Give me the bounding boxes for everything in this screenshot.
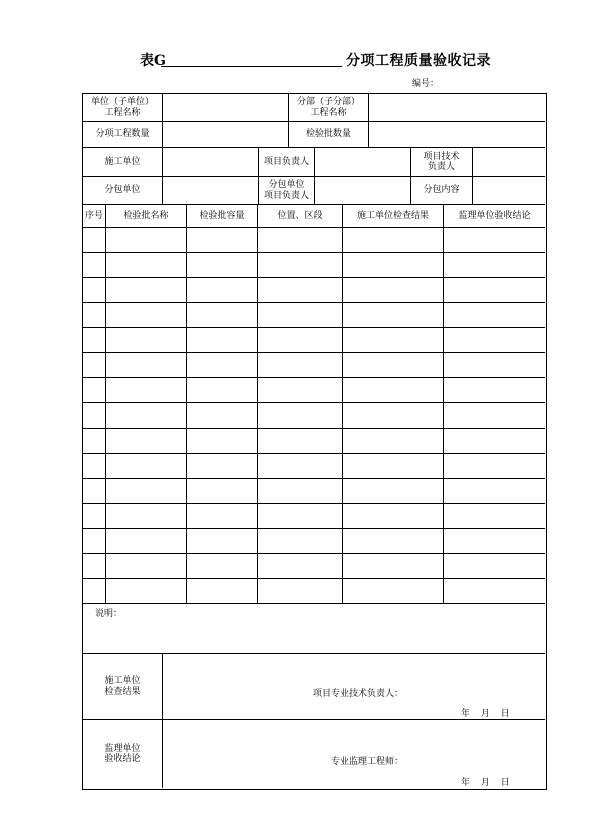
col-header-index: 序号 bbox=[83, 205, 106, 228]
row-supervision-conclusion-cell[interactable] bbox=[444, 454, 545, 479]
division-name-field[interactable] bbox=[369, 94, 545, 122]
row-location-cell[interactable] bbox=[258, 579, 343, 604]
tech-lead-field[interactable] bbox=[473, 148, 545, 177]
row-batch-capacity-cell[interactable] bbox=[187, 278, 258, 303]
row-supervision-conclusion-cell[interactable] bbox=[444, 353, 545, 378]
row-batch-name-cell[interactable] bbox=[106, 403, 187, 428]
supervision-accept-label: 监理单位 验收结论 bbox=[83, 720, 163, 788]
constructor-field[interactable] bbox=[163, 148, 259, 177]
unit-name-label: 单位（子单位） 工程名称 bbox=[83, 94, 163, 122]
row-location-cell[interactable] bbox=[258, 278, 343, 303]
row-construction-result-cell[interactable] bbox=[343, 529, 444, 554]
row-batch-name-cell[interactable] bbox=[106, 353, 187, 378]
note-area[interactable] bbox=[83, 604, 545, 654]
row-supervision-conclusion-cell[interactable] bbox=[444, 529, 545, 554]
subitem-count-label: 分项工程数量 bbox=[83, 122, 163, 148]
row-construction-result-cell[interactable] bbox=[343, 429, 444, 454]
row-supervision-conclusion-cell[interactable] bbox=[444, 504, 545, 529]
batch-count-field[interactable] bbox=[369, 122, 545, 148]
row-batch-capacity-cell[interactable] bbox=[187, 454, 258, 479]
serial-label: 编号： bbox=[412, 79, 440, 89]
supervision-signer-label: 专业监理工程师： bbox=[331, 757, 404, 767]
title-blank-line[interactable] bbox=[161, 66, 342, 67]
subcontractor-label: 分包单位 bbox=[83, 177, 163, 205]
row-batch-name-cell[interactable] bbox=[106, 579, 187, 604]
sub-manager-field[interactable] bbox=[315, 177, 411, 205]
row-batch-name-cell[interactable] bbox=[106, 278, 187, 303]
row-construction-result-cell[interactable] bbox=[343, 303, 444, 328]
row-batch-name-cell[interactable] bbox=[106, 529, 187, 554]
row-batch-capacity-cell[interactable] bbox=[187, 328, 258, 353]
row-location-cell[interactable] bbox=[258, 353, 343, 378]
row-index-cell[interactable] bbox=[83, 328, 106, 353]
row-construction-result-cell[interactable] bbox=[343, 328, 444, 353]
row-index-cell[interactable] bbox=[83, 278, 106, 303]
construction-check-label: 施工单位 检查结果 bbox=[83, 654, 163, 720]
row-location-cell[interactable] bbox=[258, 303, 343, 328]
row-construction-result-cell[interactable] bbox=[343, 403, 444, 428]
row-index-cell[interactable] bbox=[83, 403, 106, 428]
note-label: 说明： bbox=[95, 609, 123, 619]
row-batch-name-cell[interactable] bbox=[106, 454, 187, 479]
row-location-cell[interactable] bbox=[258, 253, 343, 278]
row-construction-result-cell[interactable] bbox=[343, 278, 444, 303]
form-title bbox=[0, 50, 590, 70]
row-batch-capacity-cell[interactable] bbox=[187, 429, 258, 454]
row-supervision-conclusion-cell[interactable] bbox=[444, 328, 545, 353]
row-batch-capacity-cell[interactable] bbox=[187, 579, 258, 604]
row-location-cell[interactable] bbox=[258, 378, 343, 403]
subitem-count-field[interactable] bbox=[163, 122, 289, 148]
row-index-cell[interactable] bbox=[83, 253, 106, 278]
row-batch-name-cell[interactable] bbox=[106, 303, 187, 328]
row-batch-name-cell[interactable] bbox=[106, 328, 187, 353]
row-index-cell[interactable] bbox=[83, 579, 106, 604]
row-batch-capacity-cell[interactable] bbox=[187, 378, 258, 403]
row-supervision-conclusion-cell[interactable] bbox=[444, 579, 545, 604]
row-supervision-conclusion-cell[interactable] bbox=[444, 378, 545, 403]
division-name-label: 分部（子分部） 工程名称 bbox=[289, 94, 369, 122]
row-batch-capacity-cell[interactable] bbox=[187, 403, 258, 428]
row-index-cell[interactable] bbox=[83, 554, 106, 579]
batch-count-label: 检验批数量 bbox=[289, 122, 369, 148]
subcontractor-field[interactable] bbox=[163, 177, 259, 205]
supervision-date: 年 月 日 bbox=[461, 778, 510, 788]
row-batch-name-cell[interactable] bbox=[106, 429, 187, 454]
constructor-label: 施工单位 bbox=[83, 148, 163, 177]
sub-content-label: 分包内容 bbox=[411, 177, 473, 205]
col-header-batch-name: 检验批名称 bbox=[106, 205, 187, 228]
sub-content-field[interactable] bbox=[473, 177, 545, 205]
title-prefix: 表G bbox=[140, 53, 166, 69]
col-header-supervision-conclusion: 监理单位验收结论 bbox=[444, 205, 545, 228]
row-location-cell[interactable] bbox=[258, 328, 343, 353]
row-batch-name-cell[interactable] bbox=[106, 228, 187, 253]
row-batch-capacity-cell[interactable] bbox=[187, 253, 258, 278]
row-supervision-conclusion-cell[interactable] bbox=[444, 554, 545, 579]
row-batch-capacity-cell[interactable] bbox=[187, 504, 258, 529]
row-construction-result-cell[interactable] bbox=[343, 479, 444, 504]
row-supervision-conclusion-cell[interactable] bbox=[444, 228, 545, 253]
row-batch-capacity-cell[interactable] bbox=[187, 303, 258, 328]
inspection-form bbox=[82, 93, 547, 790]
row-index-cell[interactable] bbox=[83, 429, 106, 454]
row-location-cell[interactable] bbox=[258, 529, 343, 554]
project-manager-label: 项目负责人 bbox=[259, 148, 315, 177]
col-header-location: 位置、区段 bbox=[258, 205, 343, 228]
row-batch-name-cell[interactable] bbox=[106, 253, 187, 278]
row-location-cell[interactable] bbox=[258, 479, 343, 504]
row-index-cell[interactable] bbox=[83, 529, 106, 554]
row-construction-result-cell[interactable] bbox=[343, 253, 444, 278]
row-supervision-conclusion-cell[interactable] bbox=[444, 278, 545, 303]
row-construction-result-cell[interactable] bbox=[343, 579, 444, 604]
row-construction-result-cell[interactable] bbox=[343, 378, 444, 403]
tech-lead-label: 项目技术 负责人 bbox=[411, 148, 473, 177]
row-location-cell[interactable] bbox=[258, 504, 343, 529]
construction-date: 年 月 日 bbox=[461, 709, 510, 719]
row-supervision-conclusion-cell[interactable] bbox=[444, 429, 545, 454]
row-location-cell[interactable] bbox=[258, 554, 343, 579]
row-supervision-conclusion-cell[interactable] bbox=[444, 303, 545, 328]
row-index-cell[interactable] bbox=[83, 303, 106, 328]
row-location-cell[interactable] bbox=[258, 454, 343, 479]
construction-signer-label: 项目专业技术负责人： bbox=[313, 689, 404, 699]
row-batch-name-cell[interactable] bbox=[106, 378, 187, 403]
row-batch-capacity-cell[interactable] bbox=[187, 529, 258, 554]
col-header-batch-capacity: 检验批容量 bbox=[187, 205, 258, 228]
row-batch-name-cell[interactable] bbox=[106, 554, 187, 579]
title-main: 分项工程质量验收记录 bbox=[346, 53, 491, 69]
row-batch-capacity-cell[interactable] bbox=[187, 554, 258, 579]
row-batch-capacity-cell[interactable] bbox=[187, 479, 258, 504]
row-construction-result-cell[interactable] bbox=[343, 554, 444, 579]
row-construction-result-cell[interactable] bbox=[343, 228, 444, 253]
row-batch-name-cell[interactable] bbox=[106, 504, 187, 529]
row-index-cell[interactable] bbox=[83, 504, 106, 529]
row-supervision-conclusion-cell[interactable] bbox=[444, 403, 545, 428]
row-index-cell[interactable] bbox=[83, 378, 106, 403]
row-index-cell[interactable] bbox=[83, 479, 106, 504]
row-location-cell[interactable] bbox=[258, 429, 343, 454]
row-index-cell[interactable] bbox=[83, 228, 106, 253]
unit-name-field[interactable] bbox=[163, 94, 289, 122]
row-supervision-conclusion-cell[interactable] bbox=[444, 253, 545, 278]
row-construction-result-cell[interactable] bbox=[343, 504, 444, 529]
row-location-cell[interactable] bbox=[258, 228, 343, 253]
row-index-cell[interactable] bbox=[83, 454, 106, 479]
row-batch-capacity-cell[interactable] bbox=[187, 353, 258, 378]
sub-manager-label: 分包单位 项目负责人 bbox=[259, 177, 315, 205]
row-construction-result-cell[interactable] bbox=[343, 353, 444, 378]
row-batch-capacity-cell[interactable] bbox=[187, 228, 258, 253]
col-header-construction-result: 施工单位检查结果 bbox=[343, 205, 444, 228]
row-supervision-conclusion-cell[interactable] bbox=[444, 479, 545, 504]
row-construction-result-cell[interactable] bbox=[343, 454, 444, 479]
row-batch-name-cell[interactable] bbox=[106, 479, 187, 504]
project-manager-field[interactable] bbox=[315, 148, 411, 177]
row-index-cell[interactable] bbox=[83, 353, 106, 378]
row-location-cell[interactable] bbox=[258, 403, 343, 428]
